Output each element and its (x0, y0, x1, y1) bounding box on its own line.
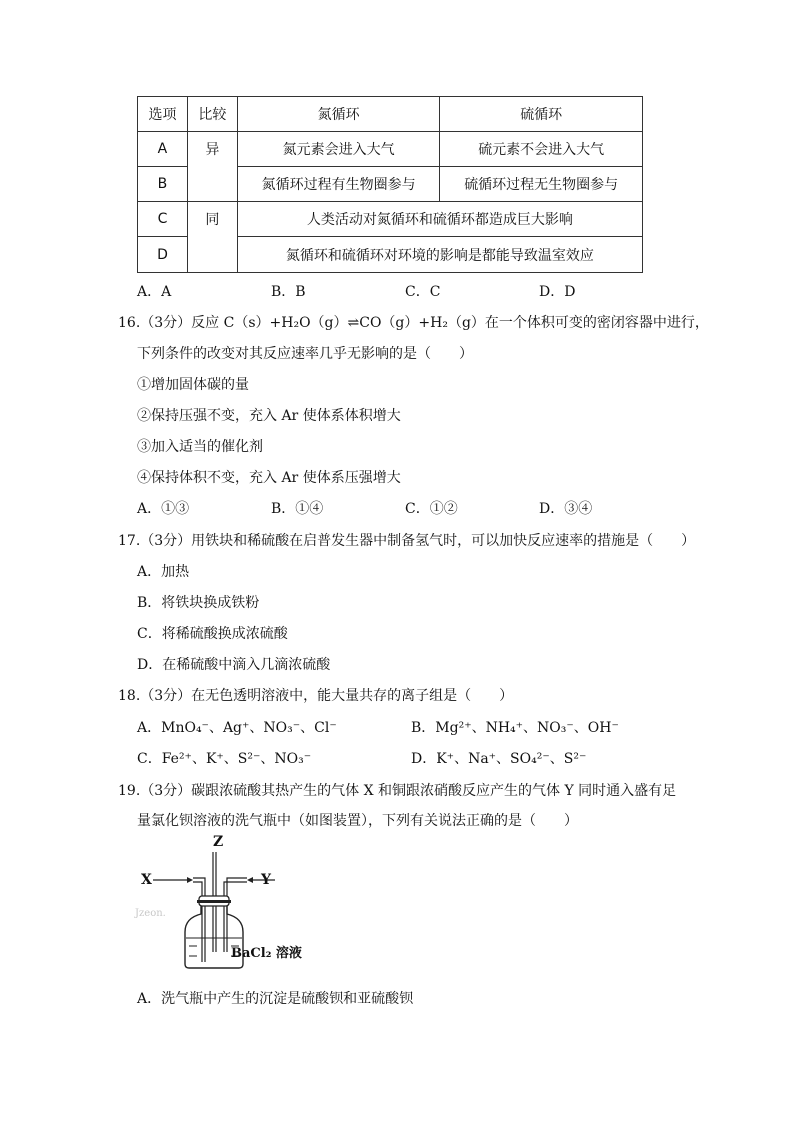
table-row (138, 132, 643, 167)
option-c[interactable]: C．将稀硫酸换成浓硫酸 (137, 626, 288, 642)
option-a[interactable]: A．MnO₄⁻、Ag⁺、NO₃⁻、Cl⁻ (137, 720, 337, 736)
option-d[interactable]: D．K⁺、Na⁺、SO₄²⁻、S²⁻ (411, 751, 587, 767)
merged-cell: 人类活动对氮循环和硫循环都造成巨大影响 (237, 202, 642, 237)
solution-label: BaCl₂ 溶液 (231, 946, 302, 961)
table-row (138, 202, 643, 237)
merged-cell: 氮循环和硫循环对环境的影响是都能导致温室效应 (237, 237, 642, 273)
option-c[interactable]: C．Fe²⁺、K⁺、S²⁻、NO₃⁻ (137, 751, 312, 767)
row-option: A (138, 132, 188, 167)
gas-washing-bottle-figure (135, 834, 315, 970)
option-c[interactable]: C．C (405, 284, 441, 300)
table-header-row (138, 97, 643, 132)
q17-stem: 17.（3分）用铁块和稀硫酸在启普发生器中制备氢气时，可以加快反应速率的措施是（ ） (118, 533, 696, 549)
watermark: Jzeon. (135, 908, 166, 919)
z-label: Z (213, 834, 224, 850)
header-compare: 比较 (187, 97, 237, 132)
row-option: B (138, 167, 188, 202)
option-a[interactable]: A．加热 (137, 564, 190, 580)
option-a[interactable]: A．A (137, 284, 172, 300)
option-d[interactable]: D．③④ (539, 501, 593, 517)
q18-stem: 18.（3分）在无色透明溶液中，能大量共存的离子组是（ ） (118, 688, 514, 704)
q16-item-4: ④保持体积不变，充入 Ar 使体系压强增大 (137, 470, 401, 486)
header-sulfur: 硫循环 (440, 97, 643, 132)
q19-option-a[interactable]: A．洗气瓶中产生的沉淀是硫酸钡和亚硫酸钡 (137, 991, 414, 1007)
q18-options-row1 (137, 717, 685, 737)
option-b[interactable]: B．B (271, 284, 306, 300)
q19-stem-line2: 量氯化钡溶液的洗气瓶中（如图装置），下列有关说法正确的是（ ） (137, 813, 578, 829)
q16-item-2: ②保持压强不变，充入 Ar 使体系体积增大 (137, 408, 401, 424)
option-c[interactable]: C．①② (405, 501, 458, 517)
compare-cell-same: 同 (187, 202, 237, 273)
q16-item-3: ③加入适当的催化剂 (137, 439, 263, 455)
header-nitrogen: 氮循环 (237, 97, 440, 132)
row-option: D (138, 237, 188, 273)
q16-stem-line1: 16.（3分）反应 C（s）+H₂O（g）⇌CO（g）+H₂（g）在一个体积可变的密闭容器中进行， (118, 315, 709, 331)
q18-options-row2 (137, 748, 685, 768)
option-b[interactable]: B．①④ (271, 501, 324, 517)
header-option: 选项 (138, 97, 188, 132)
q16-stem-line2: 下列条件的改变对其反应速率几乎无影响的是（ ） (137, 346, 473, 362)
y-label: Y (261, 872, 271, 888)
option-d[interactable]: D．在稀硫酸中滴入几滴浓硫酸 (137, 657, 331, 673)
q19-stem-line1: 19.（3分）碳跟浓硫酸其热产生的气体 X 和铜跟浓硝酸反应产生的气体 Y 同时通入盛有足 (118, 783, 677, 799)
q16-item-1: ①增加固体碳的量 (137, 377, 249, 393)
x-label: X (141, 872, 152, 888)
nitrogen-cell: 氮元素会进入大气 (237, 132, 440, 167)
row-option: C (138, 202, 188, 237)
sulfur-cell: 硫元素不会进入大气 (440, 132, 643, 167)
option-d[interactable]: D．D (539, 284, 576, 300)
sulfur-cell: 硫循环过程无生物圈参与 (440, 167, 643, 202)
q16-options (137, 498, 657, 518)
option-b[interactable]: B．Mg²⁺、NH₄⁺、NO₃⁻、OH⁻ (411, 720, 619, 736)
option-b[interactable]: B．将铁块换成铁粉 (137, 595, 260, 611)
y-arrowhead (247, 877, 253, 883)
compare-cell-diff: 异 (187, 132, 237, 202)
option-a[interactable]: A．①③ (137, 501, 190, 517)
x-arrowhead (187, 877, 193, 883)
nitrogen-cell: 氮循环过程有生物圈参与 (237, 167, 440, 202)
q15-options (137, 281, 657, 301)
comparison-table (137, 96, 643, 273)
